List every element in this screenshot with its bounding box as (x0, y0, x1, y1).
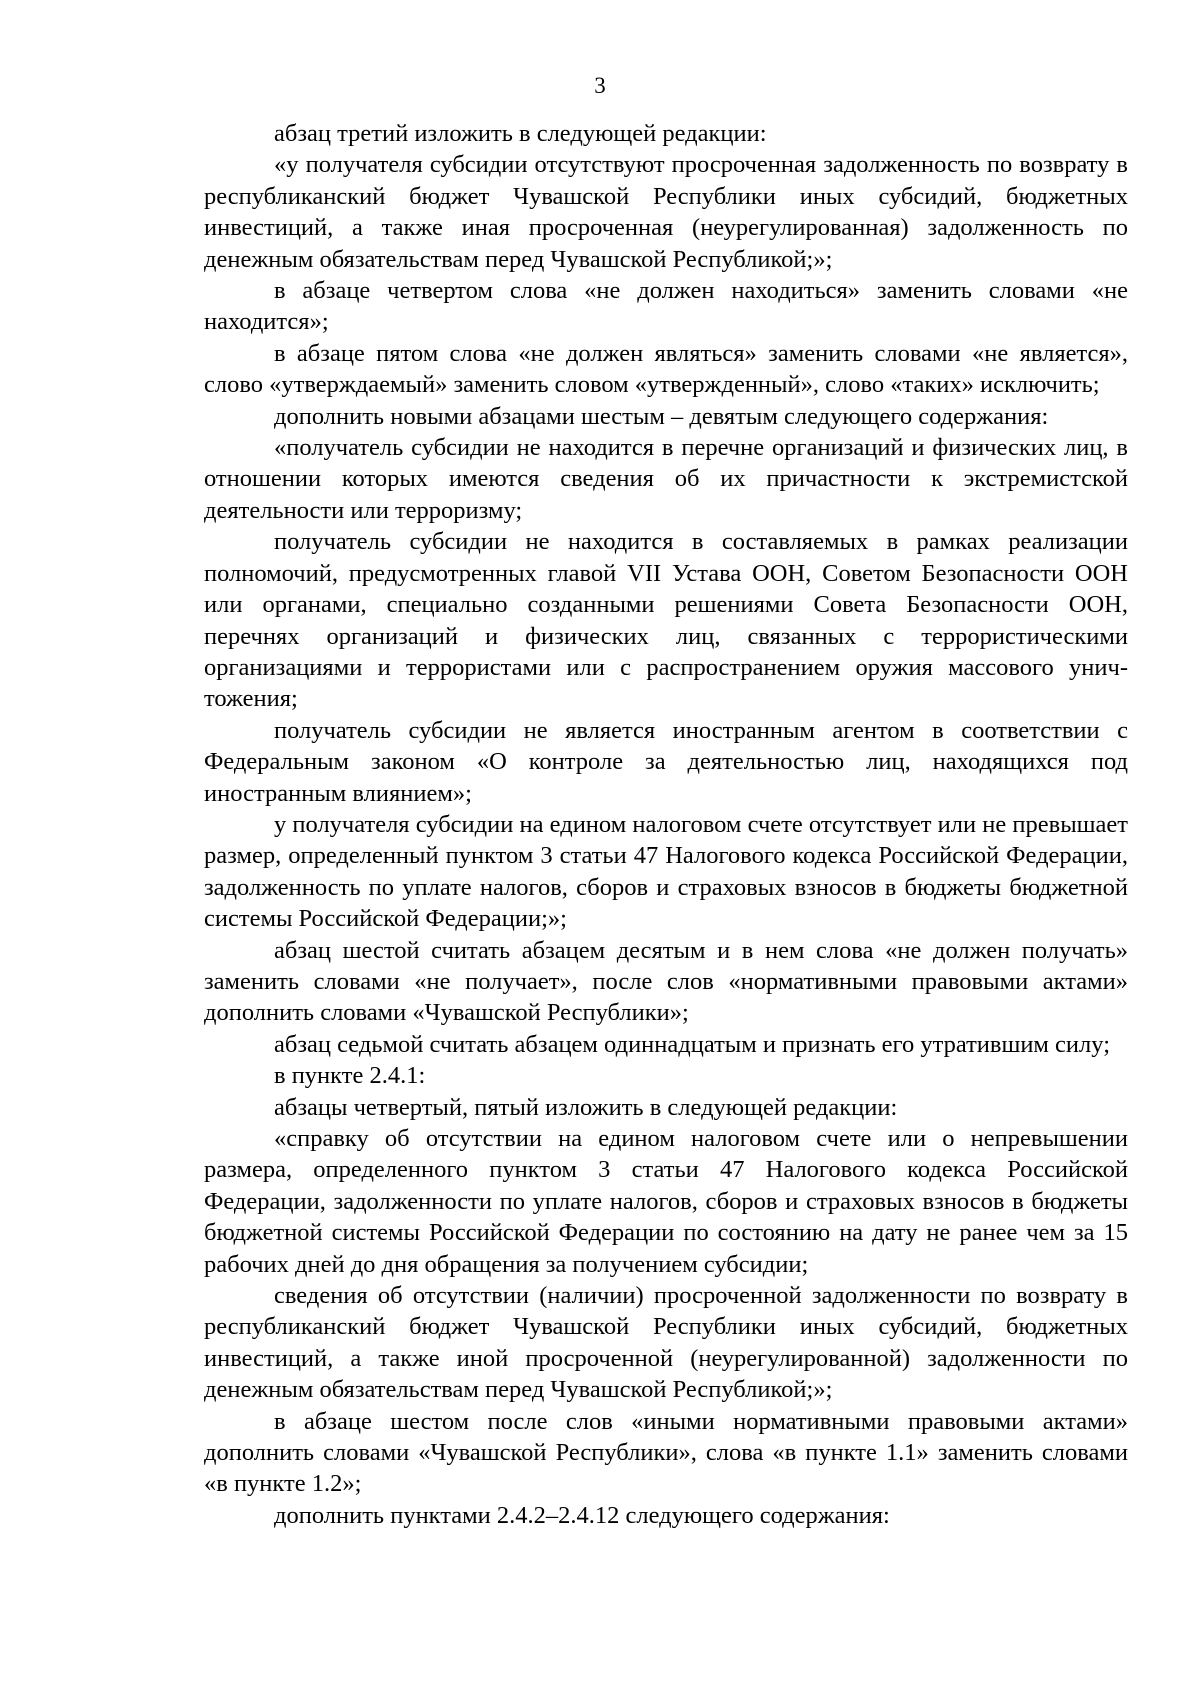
paragraph: абзац третий изложить в следующей редакции: (274, 120, 767, 147)
paragraph: абзацы четвертый, пятый изложить в следующей редакции: (274, 1093, 898, 1121)
paragraph: в пункте 2.4.1: (274, 1062, 426, 1090)
paragraph: дополнить пунктами 2.4.2–2.4.12 следующего содержания: (274, 1501, 890, 1529)
paragraph: у получателя субсидии на едином налоговом счете отсутствует или не превышает размер, определенный пунктом 3 статьи 47 Налогового кодекса Российской Федерации, задолженность по уплате налогов, сборов и страховых взносов в бюджеты бюджетной системы Российской Федерации;»; (204, 810, 1128, 933)
paragraph: в абзаце четвертом слова «не должен находиться» заменить словами «не находится»; (204, 277, 1128, 336)
paragraph: «получатель субсидии не находится в перечне организаций и физических лиц, в отношении которых имеются сведения об их причастности к экстремистской деятельности или терроризму; (204, 434, 1128, 524)
paragraph: получатель субсидии не находится в составляемых в рамках реализации полномочий, предусмотренных главой VII Устава ООН, Советом Безопасности ООН или органами, специально созданными решениями Совета Безопасности ООН, перечнях организаций и физических лиц, связанных с террористическими организациями и террористами или с распространением оружия массового уничтожения; (204, 528, 1128, 713)
paragraph: в абзаце пятом слова «не должен являться» заменить словами «не является», слово «утверждаемый» заменить словом «утвержденный», слово «таких» исключить; (204, 339, 1128, 399)
document-body (204, 118, 1128, 1531)
paragraph: абзац седьмой считать абзацем одиннадцатым и признать его утратившим силу; (274, 1030, 1111, 1058)
paragraph: «справку об отсутствии на едином налоговом счете или о непревышении размера, определенного пунктом 3 статьи 47 Налогового кодекса Российской Федерации, задолженности по уплате налогов, сборов и страховых взносов в бюджеты бюджетной системы Российской Федерации по состоянию на дату не ранее чем за 15 рабочих дней до дня обращения за получением субсидии; (204, 1125, 1128, 1278)
paragraph: «у получателя субсидии отсутствуют просроченная задолженность по возврату в республиканский бюджет Чувашской Республики иных субсидий, бюджетных инвестиций, а также иная просроченная (неурегулированная) задолженность по денежным обязательствам перед Чувашской Республикой;»; (204, 151, 1128, 273)
paragraph: абзац шестой считать абзацем десятым и в нем слова «не должен получать» заменить словами «не получает», после слов «нормативными правовыми актами» дополнить словами «Чувашской Республики»; (204, 936, 1128, 1027)
page-number: 3 (594, 73, 606, 98)
paragraph: дополнить новыми абзацами шестым – девятым следующего содержания: (274, 402, 1049, 430)
paragraph: получатель субсидии не является иностранным агентом в соответствии с Федеральным законом «О контроле за деятельностью лиц, находящихся под иностранным влиянием»; (204, 716, 1128, 807)
paragraph: сведения об отсутствии (наличии) просроченной задолженности по возврату в республиканский бюджет Чувашской Республики иных субсидий, бюджетных инвестиций, а также иной просроченной (неурегулированной) задолженности по денежным обязательствам перед Чувашской Республикой;»; (204, 1282, 1128, 1404)
paragraph: в абзаце шестом после слов «иными нормативными правовыми актами» дополнить словами «Чувашской Республики», слова «в пункте 1.1» заменить словами «в пункте 1.2»; (204, 1407, 1128, 1498)
